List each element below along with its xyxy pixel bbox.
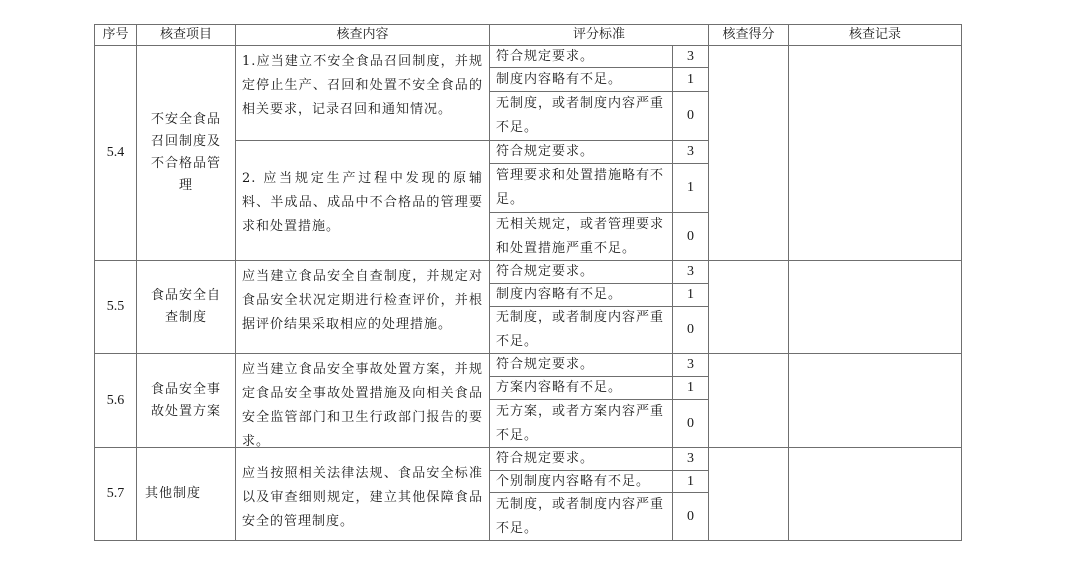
row-item: 不安全食品召回制度及不合格品管理 <box>136 45 236 261</box>
criteria-points: 3 <box>672 45 709 68</box>
criteria-text: 符合规定要求。 <box>489 140 673 164</box>
row-seq: 5.4 <box>94 45 137 261</box>
row-item: 其他制度 <box>136 447 236 541</box>
score-cell[interactable] <box>708 45 789 261</box>
criteria-text: 无制度，或者制度内容严重不足。 <box>489 91 673 141</box>
row-seq: 5.6 <box>94 353 137 448</box>
score-cell[interactable] <box>708 260 789 354</box>
criteria-text: 符合规定要求。 <box>489 447 673 471</box>
criteria-points: 0 <box>672 399 709 448</box>
criteria-points: 1 <box>672 376 709 400</box>
criteria-points: 1 <box>672 67 709 92</box>
criteria-points: 0 <box>672 492 709 541</box>
score-cell[interactable] <box>708 447 789 541</box>
criteria-text: 管理要求和处置措施略有不足。 <box>489 163 673 213</box>
criteria-points: 1 <box>672 163 709 213</box>
row-item: 食品安全自查制度 <box>136 260 236 354</box>
criteria-text: 方案内容略有不足。 <box>489 376 673 400</box>
content-cell: 2. 应当规定生产过程中发现的原辅料、半成品、成品中不合格品的管理要求和处置措施。 <box>235 140 490 261</box>
content-cell: 应当建立食品安全自查制度，并规定对食品安全状况定期进行检查评价，并根据评价结果采取相应的处理措施。 <box>235 260 490 354</box>
record-cell[interactable] <box>788 353 962 448</box>
criteria-points: 1 <box>672 283 709 307</box>
criteria-points: 3 <box>672 140 709 164</box>
criteria-text: 无制度，或者制度内容严重不足。 <box>489 492 673 541</box>
row-item: 食品安全事故处置方案 <box>136 353 236 448</box>
row-seq: 5.5 <box>94 260 137 354</box>
header-score: 核查得分 <box>708 24 789 46</box>
criteria-text: 无相关规定，或者管理要求和处置措施严重不足。 <box>489 212 673 261</box>
criteria-text: 无方案，或者方案内容严重不足。 <box>489 399 673 448</box>
header-item: 核查项目 <box>136 24 236 46</box>
criteria-points: 3 <box>672 260 709 284</box>
criteria-points: 0 <box>672 306 709 354</box>
row-seq: 5.7 <box>94 447 137 541</box>
header-record: 核查记录 <box>788 24 962 46</box>
inspection-table <box>94 24 962 541</box>
criteria-text: 符合规定要求。 <box>489 260 673 284</box>
criteria-text: 符合规定要求。 <box>489 45 673 68</box>
record-cell[interactable] <box>788 260 962 354</box>
criteria-text: 制度内容略有不足。 <box>489 67 673 92</box>
record-cell[interactable] <box>788 447 962 541</box>
content-cell: 应当建立食品安全事故处置方案，并规定食品安全事故处置措施及向相关食品安全监管部门和卫生行政部门报告的要求。 <box>235 353 490 448</box>
record-cell[interactable] <box>788 45 962 261</box>
criteria-points: 0 <box>672 212 709 261</box>
criteria-points: 3 <box>672 447 709 471</box>
criteria-points: 3 <box>672 353 709 377</box>
criteria-text: 符合规定要求。 <box>489 353 673 377</box>
criteria-text: 制度内容略有不足。 <box>489 283 673 307</box>
criteria-points: 1 <box>672 470 709 493</box>
criteria-text: 个别制度内容略有不足。 <box>489 470 673 493</box>
content-cell: 应当按照相关法律法规、食品安全标准以及审查细则规定，建立其他保障食品安全的管理制度。 <box>235 447 490 541</box>
header-content: 核查内容 <box>235 24 490 46</box>
header-seq: 序号 <box>94 24 137 46</box>
content-cell: 1.应当建立不安全食品召回制度，并规定停止生产、召回和处置不安全食品的相关要求，记录召回和通知情况。 <box>235 45 490 141</box>
criteria-points: 0 <box>672 91 709 141</box>
criteria-text: 无制度，或者制度内容严重不足。 <box>489 306 673 354</box>
header-criteria: 评分标准 <box>489 24 709 46</box>
score-cell[interactable] <box>708 353 789 448</box>
